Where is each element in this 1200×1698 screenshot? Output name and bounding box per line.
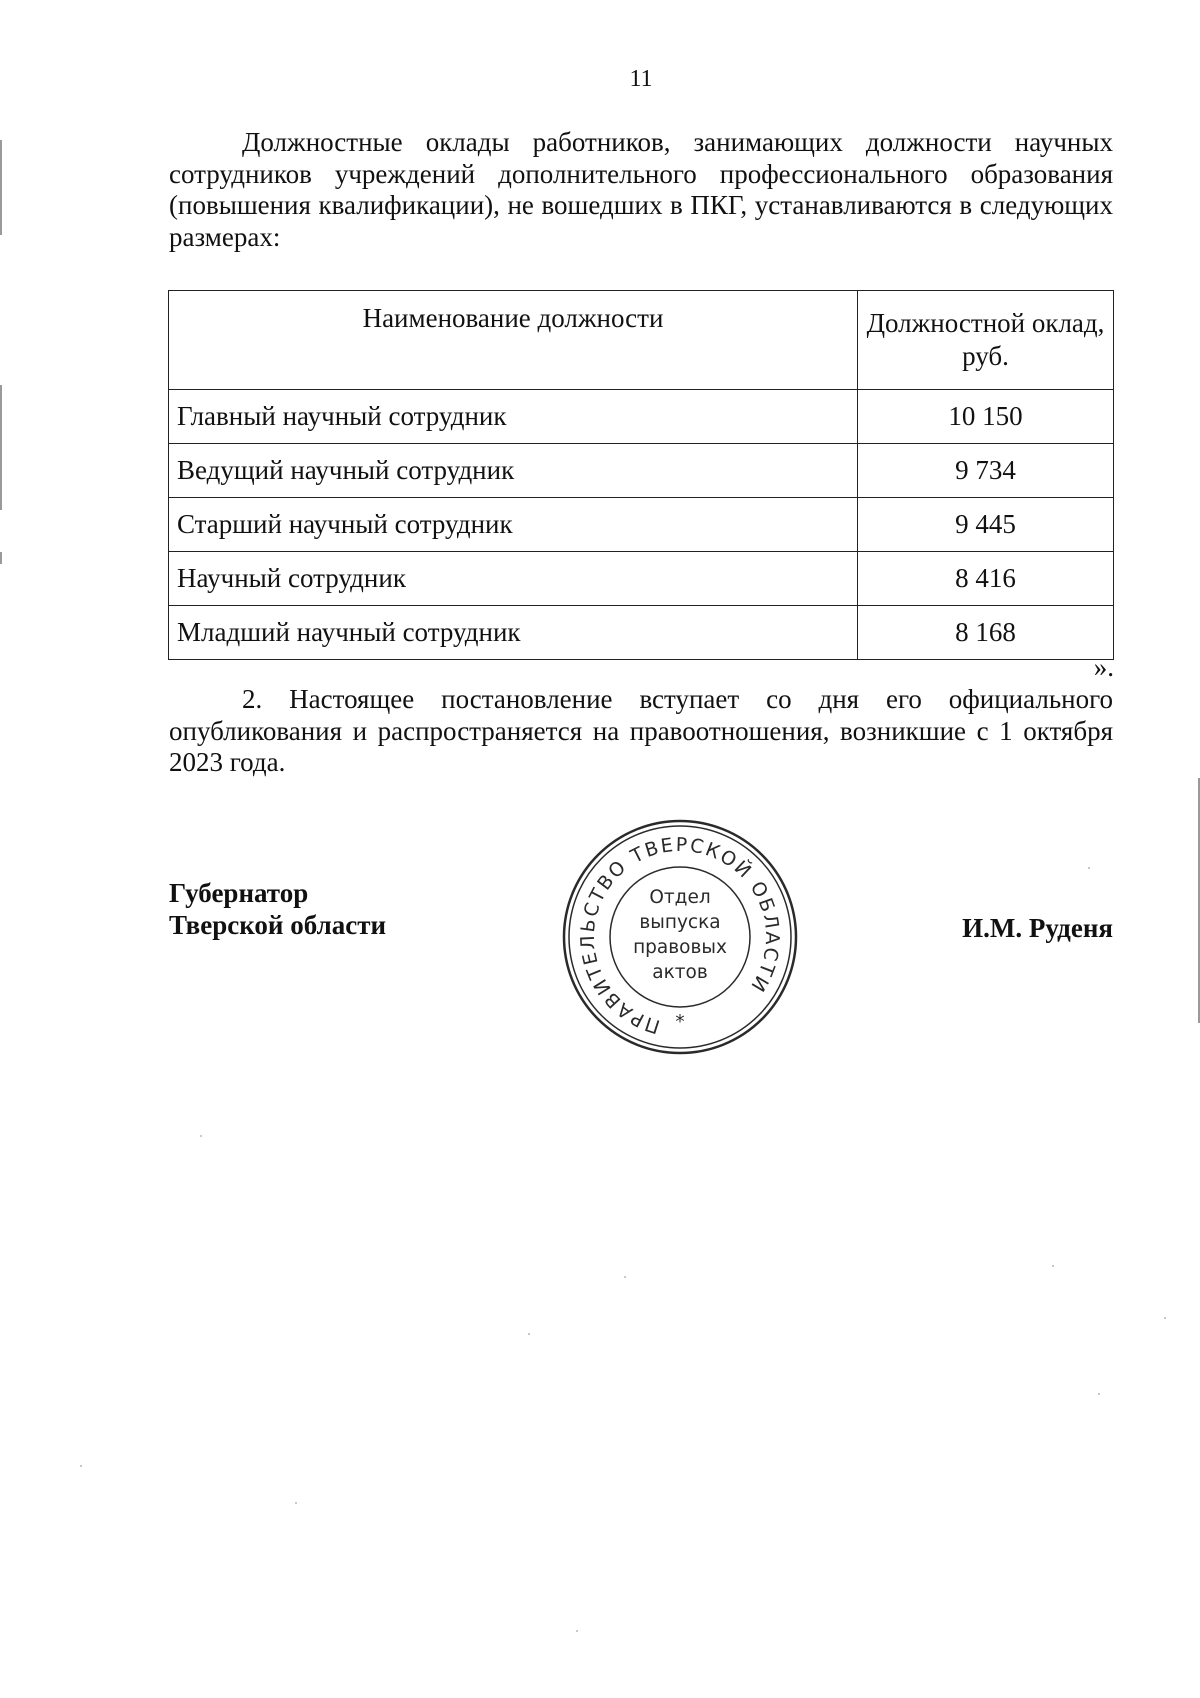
row-salary: 9 734 [858,444,1114,498]
scan-edge-mark [0,140,2,235]
row-position-name: Главный научный сотрудник [169,390,858,444]
stamp-ring-text: ПРАВИТЕЛЬСТВО ТВЕРСКОЙ ОБЛАСТИ [576,833,784,1038]
header-salary-line1: Должностной оклад, [866,308,1105,338]
row-salary: 8 416 [858,552,1114,606]
stamp-center-line: Отдел [649,887,711,908]
scan-speck [200,1135,202,1137]
scan-speck [1164,1317,1166,1319]
page-number: 11 [629,66,653,92]
signatory-name: И.М. Руденя [962,913,1113,943]
scan-speck [1088,867,1090,869]
table-row [169,552,1114,606]
header-salary-line2: руб. [962,341,1009,371]
row-salary: 8 168 [858,606,1114,660]
header-salary [858,291,1114,390]
stamp-center-line: актов [652,962,708,983]
table-header-row [169,291,1114,390]
row-salary: 10 150 [858,390,1114,444]
stamp-center-line: выпуска [639,912,721,933]
row-salary: 9 445 [858,498,1114,552]
stamp-star: * [675,1012,685,1033]
closing-quote: ». [1093,652,1114,682]
scan-speck [576,1630,578,1632]
scan-edge-mark [0,385,2,510]
scan-speck [1098,1393,1100,1395]
table-row [169,444,1114,498]
table-row [169,390,1114,444]
scan-speck [624,1276,626,1278]
scan-speck [295,1502,297,1504]
row-position-name: Научный сотрудник [169,552,858,606]
row-position-name: Ведущий научный сотрудник [169,444,858,498]
salary-table [168,290,1114,660]
table-row [169,498,1114,552]
table-row [169,606,1114,660]
row-position-name: Младший научный сотрудник [169,606,858,660]
scan-speck [1052,1265,1054,1267]
signatory-position [169,877,386,941]
scan-speck [528,1333,530,1335]
header-position-name: Наименование должности [169,291,858,390]
signatory-position-line2: Тверской области [169,910,387,940]
signatory-position-line1: Губернатор [169,878,309,908]
official-stamp [560,817,800,1057]
intro-paragraph: Должностные оклады работников, занимающих должности научных сотрудников учреждений дополнительного профессионального образования (повышения квалификации), не вошедших в ПКГ, устанавливаются в следующих размерах: [169,127,1113,252]
row-position-name: Старший научный сотрудник [169,498,858,552]
final-paragraph: 2. Настоящее постановление вступает со дня его официального опубликования и распространяется на правоотношения, возникшие с 1 октября 2023 года. [169,684,1113,777]
scan-edge-mark [0,552,2,564]
stamp-center-line: правовых [633,937,727,958]
scan-speck [80,1465,82,1467]
